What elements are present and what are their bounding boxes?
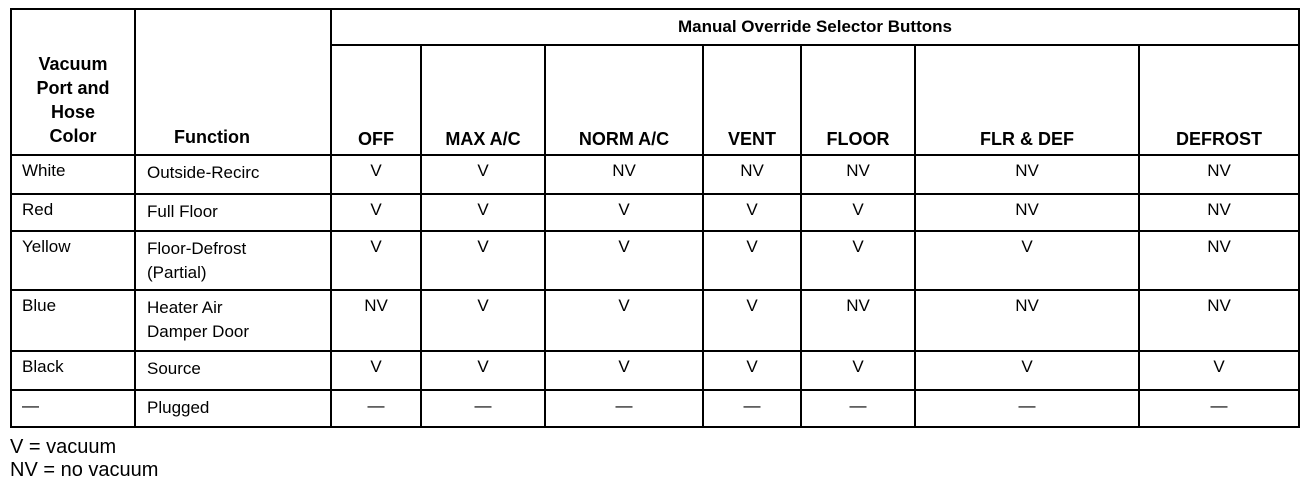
value-cell: V [801, 231, 915, 290]
column-header-max-ac: MAX A/C [421, 45, 545, 155]
value-cell: V [545, 231, 703, 290]
legend-vacuum: V = vacuum [10, 436, 117, 458]
port-header-line: Port and [36, 78, 110, 98]
port-header-line: Vacuum [38, 54, 108, 74]
port-column-header [11, 9, 135, 155]
function-cell: Outside-Recirc [135, 155, 331, 194]
value-cell: V [801, 194, 915, 231]
value-cell: V [915, 231, 1139, 290]
column-header-floor: FLOOR [801, 45, 915, 155]
legend [10, 436, 158, 482]
value-cell: — [1139, 390, 1299, 427]
value-cell: NV [545, 155, 703, 194]
value-cell: V [545, 194, 703, 231]
value-cell: NV [703, 155, 801, 194]
table-row [11, 290, 1299, 351]
value-cell: V [421, 231, 545, 290]
vacuum-chart [10, 8, 1298, 428]
table-row [11, 194, 1299, 231]
port-color-cell: Black [11, 351, 135, 390]
value-cell: NV [1139, 155, 1299, 194]
value-cell: NV [331, 290, 421, 351]
legend-no-vacuum: NV = no vacuum [10, 459, 159, 481]
value-cell: NV [801, 290, 915, 351]
value-cell: NV [1139, 194, 1299, 231]
function-column-header: Function [135, 9, 331, 155]
port-header-line: Hose [50, 102, 95, 122]
value-cell: V [421, 351, 545, 390]
vacuum-table [10, 8, 1300, 428]
table-row [11, 231, 1299, 290]
function-cell [135, 290, 331, 351]
function-cell: Plugged [135, 390, 331, 427]
function-cell: Full Floor [135, 194, 331, 231]
port-color-cell: Yellow [11, 231, 135, 290]
value-cell: NV [915, 290, 1139, 351]
function-line: (Partial) [147, 263, 207, 282]
value-cell: — [545, 390, 703, 427]
value-cell: V [331, 155, 421, 194]
value-cell: V [331, 351, 421, 390]
value-cell: V [545, 290, 703, 351]
value-cell: V [915, 351, 1139, 390]
table-row [11, 390, 1299, 427]
column-header-norm-ac: NORM A/C [545, 45, 703, 155]
port-color-cell: — [11, 390, 135, 427]
port-color-cell: Blue [11, 290, 135, 351]
value-cell: V [703, 290, 801, 351]
value-cell: V [421, 290, 545, 351]
column-header-vent: VENT [703, 45, 801, 155]
column-header-flr-def: FLR & DEF [915, 45, 1139, 155]
function-cell: Source [135, 351, 331, 390]
value-cell: V [421, 155, 545, 194]
value-cell: NV [1139, 290, 1299, 351]
value-cell: V [331, 231, 421, 290]
value-cell: V [801, 351, 915, 390]
value-cell: V [703, 194, 801, 231]
value-cell: V [421, 194, 545, 231]
column-header-defrost: DEFROST [1139, 45, 1299, 155]
value-cell: V [545, 351, 703, 390]
port-header-line: Color [49, 126, 97, 146]
port-color-cell: White [11, 155, 135, 194]
port-color-cell: Red [11, 194, 135, 231]
value-cell: — [421, 390, 545, 427]
value-cell: NV [1139, 231, 1299, 290]
function-line: Heater Air [147, 298, 223, 317]
value-cell: NV [801, 155, 915, 194]
value-cell: — [915, 390, 1139, 427]
function-line: Damper Door [147, 322, 250, 341]
value-cell: V [703, 351, 801, 390]
value-cell: — [331, 390, 421, 427]
selector-buttons-group-header: Manual Override Selector Buttons [331, 9, 1299, 45]
function-cell [135, 231, 331, 290]
column-header-off: OFF [331, 45, 421, 155]
table-row [11, 351, 1299, 390]
value-cell: — [801, 390, 915, 427]
value-cell: — [703, 390, 801, 427]
value-cell: V [331, 194, 421, 231]
value-cell: V [1139, 351, 1299, 390]
value-cell: NV [915, 194, 1139, 231]
value-cell: NV [915, 155, 1139, 194]
function-line: Floor-Defrost [147, 239, 247, 258]
value-cell: V [703, 231, 801, 290]
table-row [11, 155, 1299, 194]
